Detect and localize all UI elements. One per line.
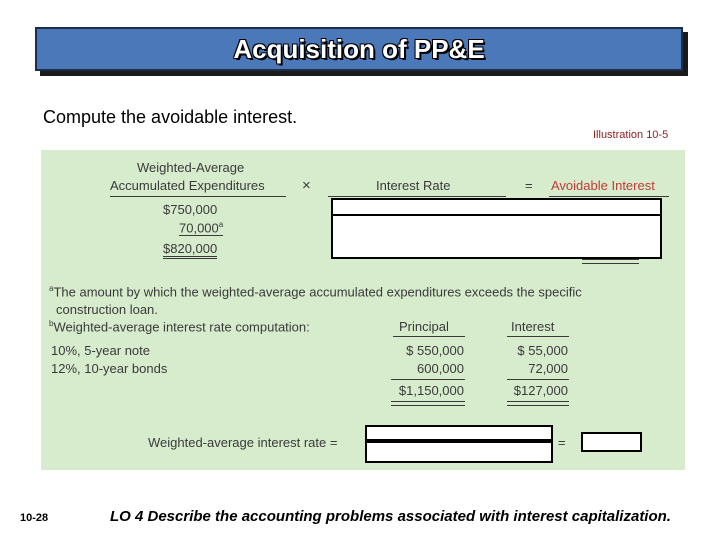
heading-weighted-average: Weighted-Average — [137, 160, 245, 175]
heading-3-underline — [549, 196, 669, 197]
footnote-a-line-1: $^a$The amount by which the weighted-average accumulated expenditures exceeds the specific — [49, 284, 582, 300]
heading-interest-rate: Interest Rate — [376, 178, 451, 193]
interest-header: Interest — [511, 319, 555, 334]
learning-objective: LO 4 Describe the accounting problems associated with interest capitalization. — [110, 508, 671, 525]
interest-total-double-underline — [507, 401, 569, 406]
principal-header-underline — [393, 336, 465, 337]
cover-box-bottom — [331, 214, 662, 259]
footnote-b: $^b$Weighted-average interest rate computation: — [49, 319, 310, 335]
row-1-interest: $ 55,000 — [517, 343, 568, 358]
expenditure-1: $750,000 — [163, 202, 218, 217]
weighted-average-label: Weighted-average interest rate = — [148, 435, 338, 450]
heading-1-underline — [110, 196, 286, 197]
footnote-a-line-2: construction loan. — [56, 302, 158, 317]
principal-total-double-underline — [391, 401, 465, 406]
interest-subtotal-line — [507, 379, 569, 380]
interest-total: $127,000 — [513, 383, 568, 398]
expenditure-2: 70,000$^a$ — [179, 220, 224, 236]
row-2-principal: 600,000 — [417, 361, 464, 376]
heading-accumulated-expenditures: Accumulated Expenditures — [110, 178, 265, 193]
expenditure-total: $820,000 — [163, 241, 217, 259]
principal-subtotal-line — [391, 379, 465, 380]
slide-number: 10-28 — [20, 512, 49, 524]
heading-2-underline — [328, 196, 506, 197]
cover-box-rate-bottom — [365, 441, 553, 463]
slide-title: Acquisition of PP&E — [233, 33, 485, 64]
slide-subtitle: Compute the avoidable interest. — [43, 107, 298, 127]
weighted-equals: = — [558, 435, 566, 450]
principal-header: Principal — [399, 319, 449, 334]
heading-avoidable-interest: Avoidable Interest — [551, 178, 655, 193]
avoidable-interest-double-underline — [582, 259, 639, 264]
title-bar — [35, 27, 683, 71]
row-1-principal: $ 550,000 — [406, 343, 464, 358]
principal-total: $1,150,000 — [398, 383, 464, 398]
illustration-label: Illustration 10-5 — [593, 129, 669, 141]
equals-symbol: = — [525, 178, 533, 193]
row-2-label: 12%, 10-year bonds — [51, 361, 168, 376]
cover-box-rate-top — [365, 425, 553, 441]
interest-header-underline — [507, 336, 569, 337]
times-symbol: × — [302, 177, 311, 194]
cover-box-rate-result — [581, 432, 642, 452]
row-2-interest: 72,000 — [528, 361, 568, 376]
row-1-label: 10%, 5-year note — [51, 343, 151, 358]
